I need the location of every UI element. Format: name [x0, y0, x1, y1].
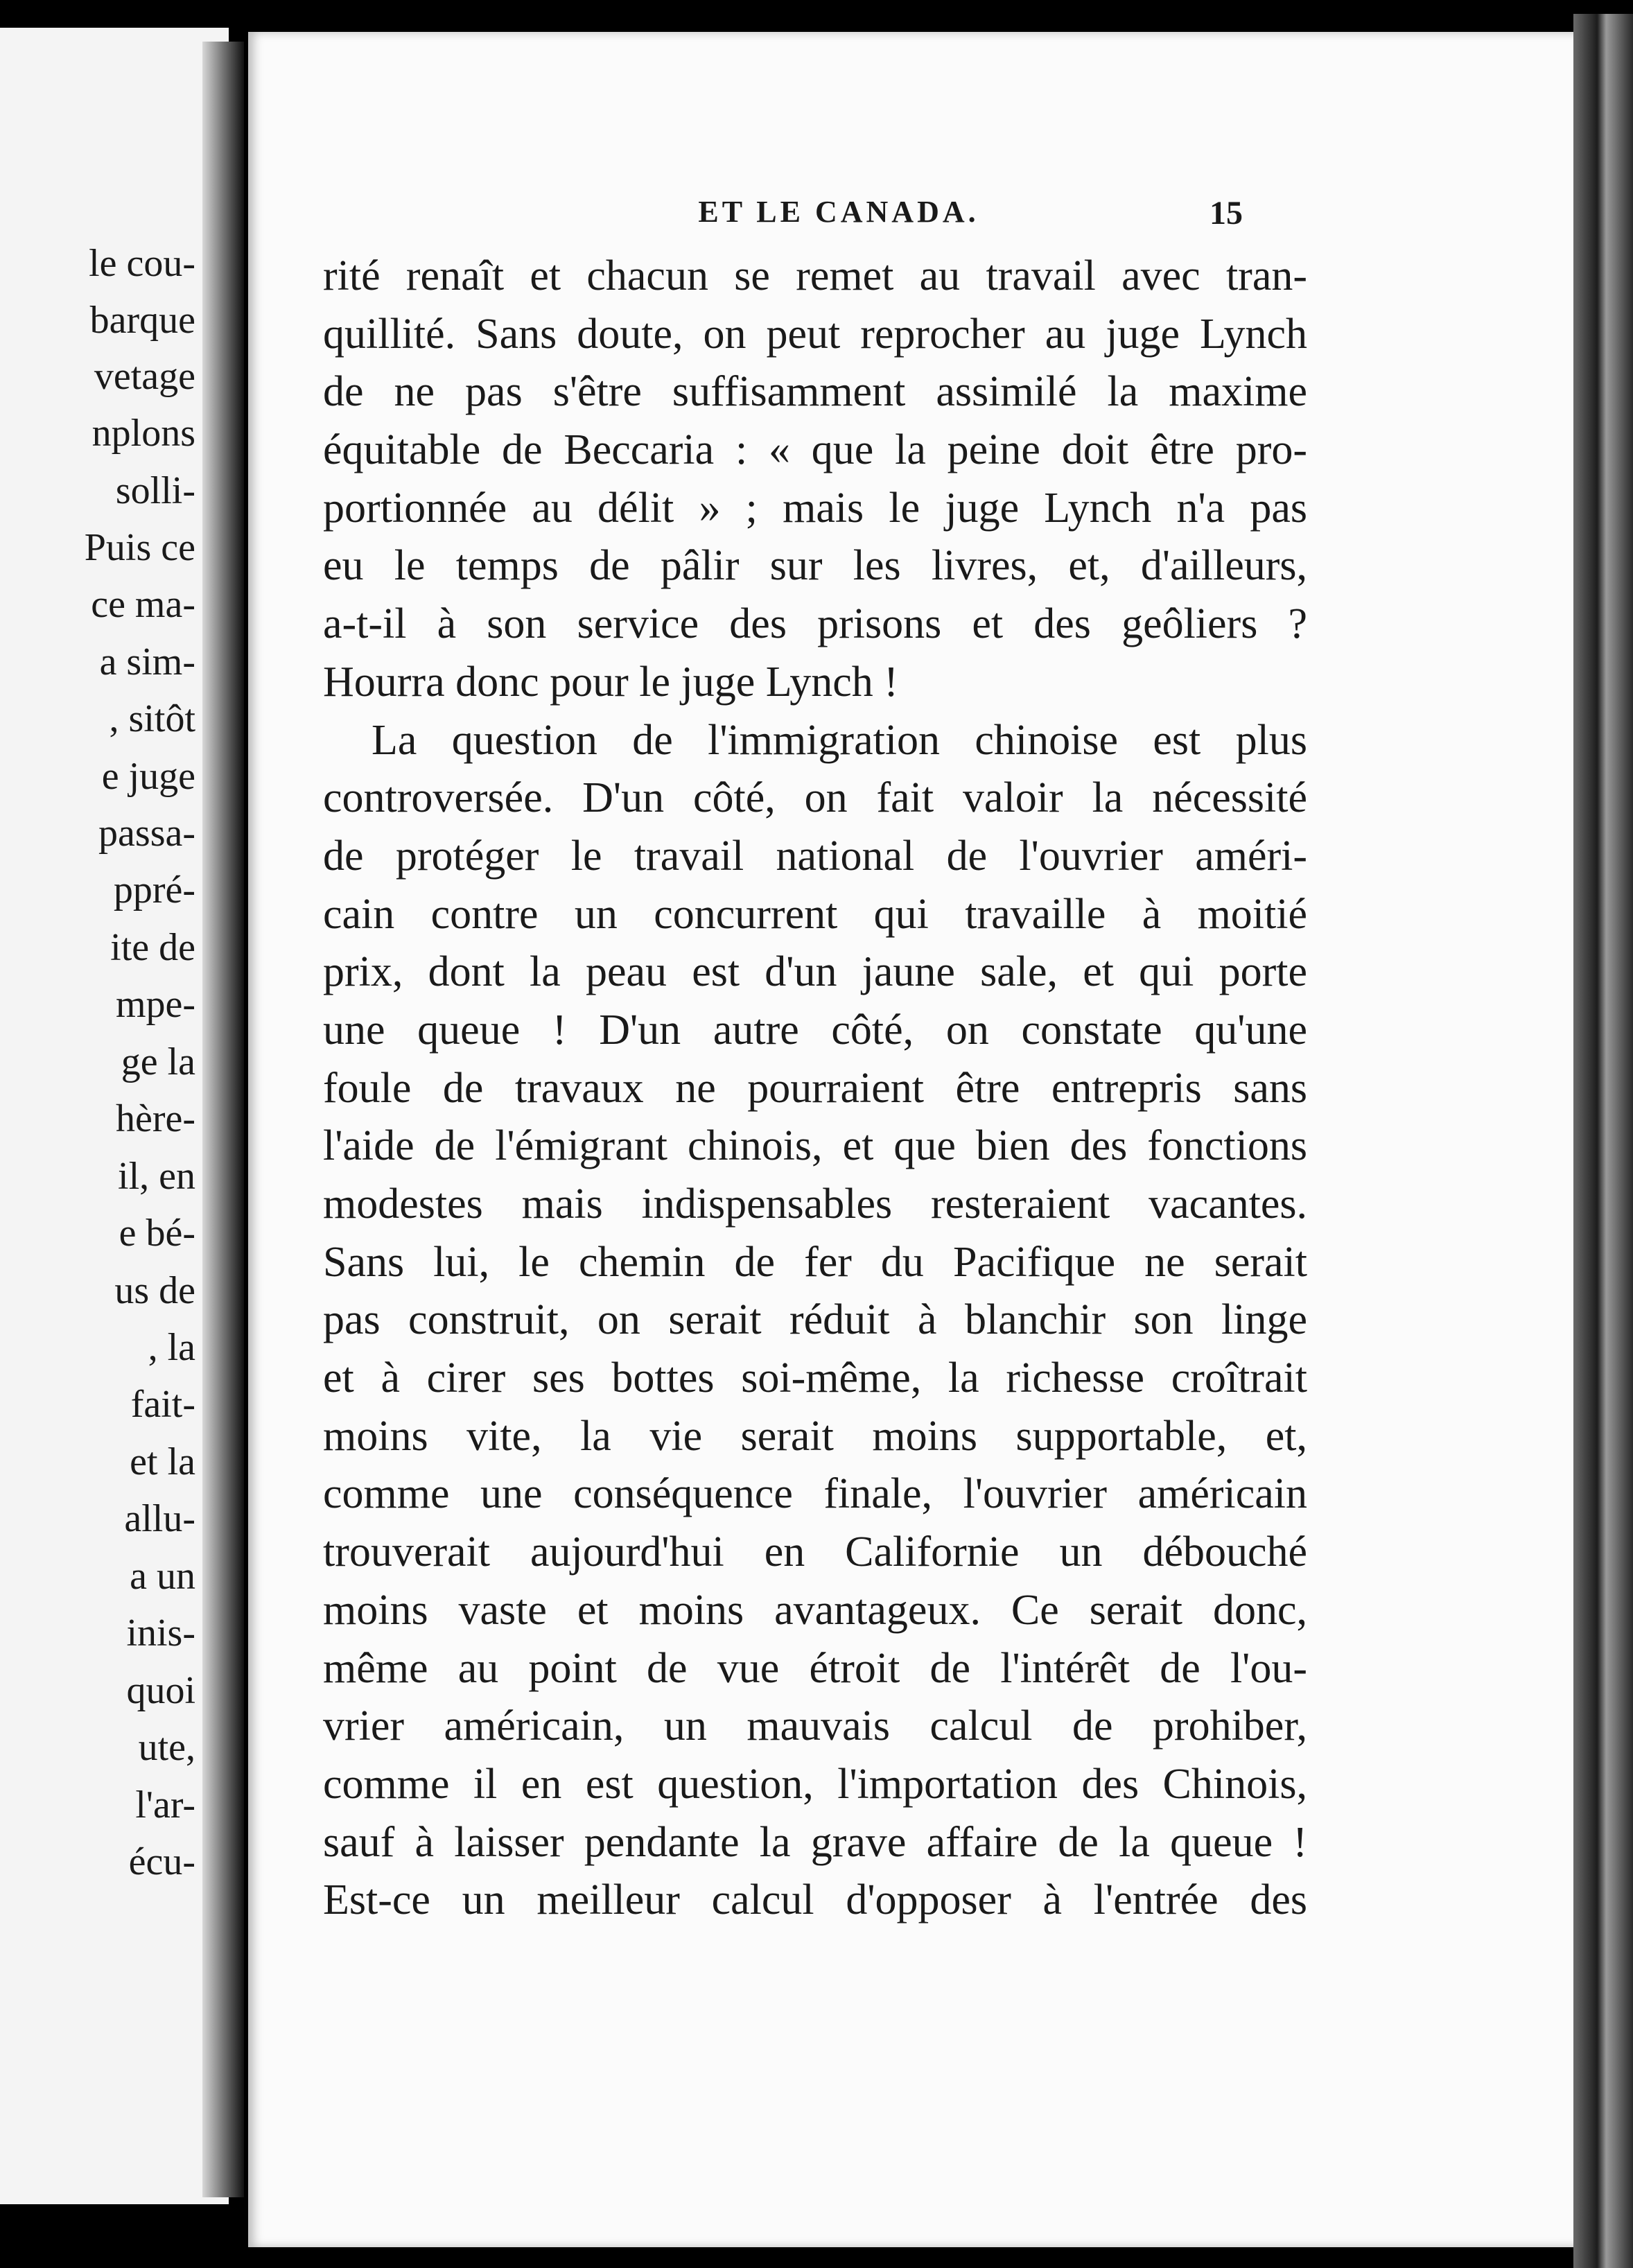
- text-line: comme une conséquence finale, l'ouvrier américain: [323, 1470, 1307, 1518]
- text-line: l'aide de l'émigrant chinois, et que bien des fonctions: [323, 1122, 1307, 1170]
- text-line: sauf à laisser pendante la grave affaire de la queue !: [323, 1818, 1307, 1866]
- left-text-fragment: fait-: [130, 1383, 195, 1426]
- body-text: [323, 247, 1307, 1930]
- text-line: de ne pas s'être suffisamment assimilé la maxime: [323, 368, 1307, 416]
- left-text-fragment: hère-: [115, 1097, 195, 1140]
- text-line: modestes mais indispensables resteraient vacantes.: [323, 1180, 1307, 1228]
- text-line: trouverait aujourd'hui en Californie un débouché: [323, 1528, 1307, 1576]
- text-line: rité renaît et chacun se remet au travail avec tran-: [323, 252, 1307, 299]
- left-text-fragment: ce ma-: [91, 583, 195, 626]
- left-text-fragment: ute,: [138, 1726, 195, 1769]
- left-text-fragment: inis-: [126, 1612, 195, 1655]
- left-text-fragment: a sim-: [99, 640, 195, 683]
- page-number: 15: [1210, 195, 1243, 232]
- text-line: Sans lui, le chemin de fer du Pacifique ne serait: [323, 1238, 1307, 1286]
- left-text-fragment: ite de: [110, 926, 195, 969]
- text-line: et à cirer ses bottes soi-même, la richesse croîtrait: [323, 1354, 1307, 1402]
- running-head: ET LE CANADA.: [698, 195, 979, 229]
- left-text-fragment: e juge: [101, 755, 195, 798]
- left-text-fragment: barque: [89, 299, 195, 342]
- left-text-fragment: l'ar-: [135, 1783, 195, 1826]
- text-line: Est-ce un meilleur calcul d'opposer à l'entrée des: [323, 1876, 1307, 1924]
- text-line: eu le temps de pâlir sur les livres, et, d'ailleurs,: [323, 542, 1307, 590]
- text-line: La question de l'immigration chinoise est plus: [372, 716, 1307, 764]
- text-line: moins vaste et moins avantageux. Ce serait donc,: [323, 1586, 1307, 1634]
- left-text-fragment: a un: [130, 1555, 195, 1598]
- page-edge: [1573, 14, 1633, 2268]
- text-line: même au point de vue étroit de l'intérêt de l'ou-: [323, 1644, 1307, 1692]
- left-text-fragment: , la: [148, 1326, 195, 1369]
- left-text-fragment: allu-: [124, 1497, 195, 1540]
- text-line: cain contre un concurrent qui travaille à moitié: [323, 890, 1307, 938]
- text-line: quillité. Sans doute, on peut reprocher au juge Lynch: [323, 310, 1307, 358]
- text-line: une queue ! D'un autre côté, on constate qu'une: [323, 1006, 1307, 1054]
- text-line: comme il en est question, l'importation des Chinois,: [323, 1760, 1307, 1808]
- left-text-fragment: us de: [114, 1269, 195, 1312]
- left-text-fragment: et la: [130, 1440, 195, 1483]
- left-text-fragment: il, en: [118, 1155, 195, 1198]
- left-text-fragment: passa-: [98, 812, 195, 855]
- text-line: Hourra donc pour le juge Lynch !: [323, 658, 898, 706]
- left-text-fragment: vetage: [94, 355, 195, 398]
- text-line: foule de travaux ne pourraient être entrepris sans: [323, 1064, 1307, 1112]
- left-text-fragment: Puis ce: [84, 526, 195, 569]
- left-text-fragment: le cou-: [89, 242, 195, 285]
- left-text-fragment: quoi: [126, 1669, 195, 1712]
- text-line: controversée. D'un côté, on fait valoir la nécessité: [323, 774, 1307, 822]
- text-line: a-t-il à son service des prisons et des geôliers ?: [323, 600, 1307, 648]
- text-line: équitable de Beccaria : « que la peine doit être pro-: [323, 426, 1307, 474]
- text-line: prix, dont la peau est d'un jaune sale, et qui porte: [323, 948, 1307, 996]
- left-text-fragment: nplons: [91, 412, 195, 455]
- text-line: vrier américain, un mauvais calcul de prohiber,: [323, 1702, 1307, 1750]
- left-text-fragment: ge la: [121, 1040, 195, 1083]
- text-line: pas construit, on serait réduit à blanchir son linge: [323, 1296, 1307, 1344]
- left-text-fragment: écu-: [128, 1840, 195, 1883]
- left-text-fragment: ppré-: [113, 869, 195, 911]
- text-line: de protéger le travail national de l'ouvrier améri-: [323, 832, 1307, 880]
- left-text-fragment: e bé-: [119, 1212, 195, 1255]
- left-page: [0, 28, 229, 2204]
- left-text-fragment: mpe-: [115, 983, 195, 1026]
- text-line: portionnée au délit » ; mais le juge Lynch n'a pas: [323, 484, 1307, 532]
- left-text-fragment: , sitôt: [109, 697, 195, 740]
- left-text-fragment: solli-: [115, 469, 195, 512]
- text-line: moins vite, la vie serait moins supportable, et,: [323, 1412, 1307, 1460]
- book-gutter: [202, 42, 244, 2197]
